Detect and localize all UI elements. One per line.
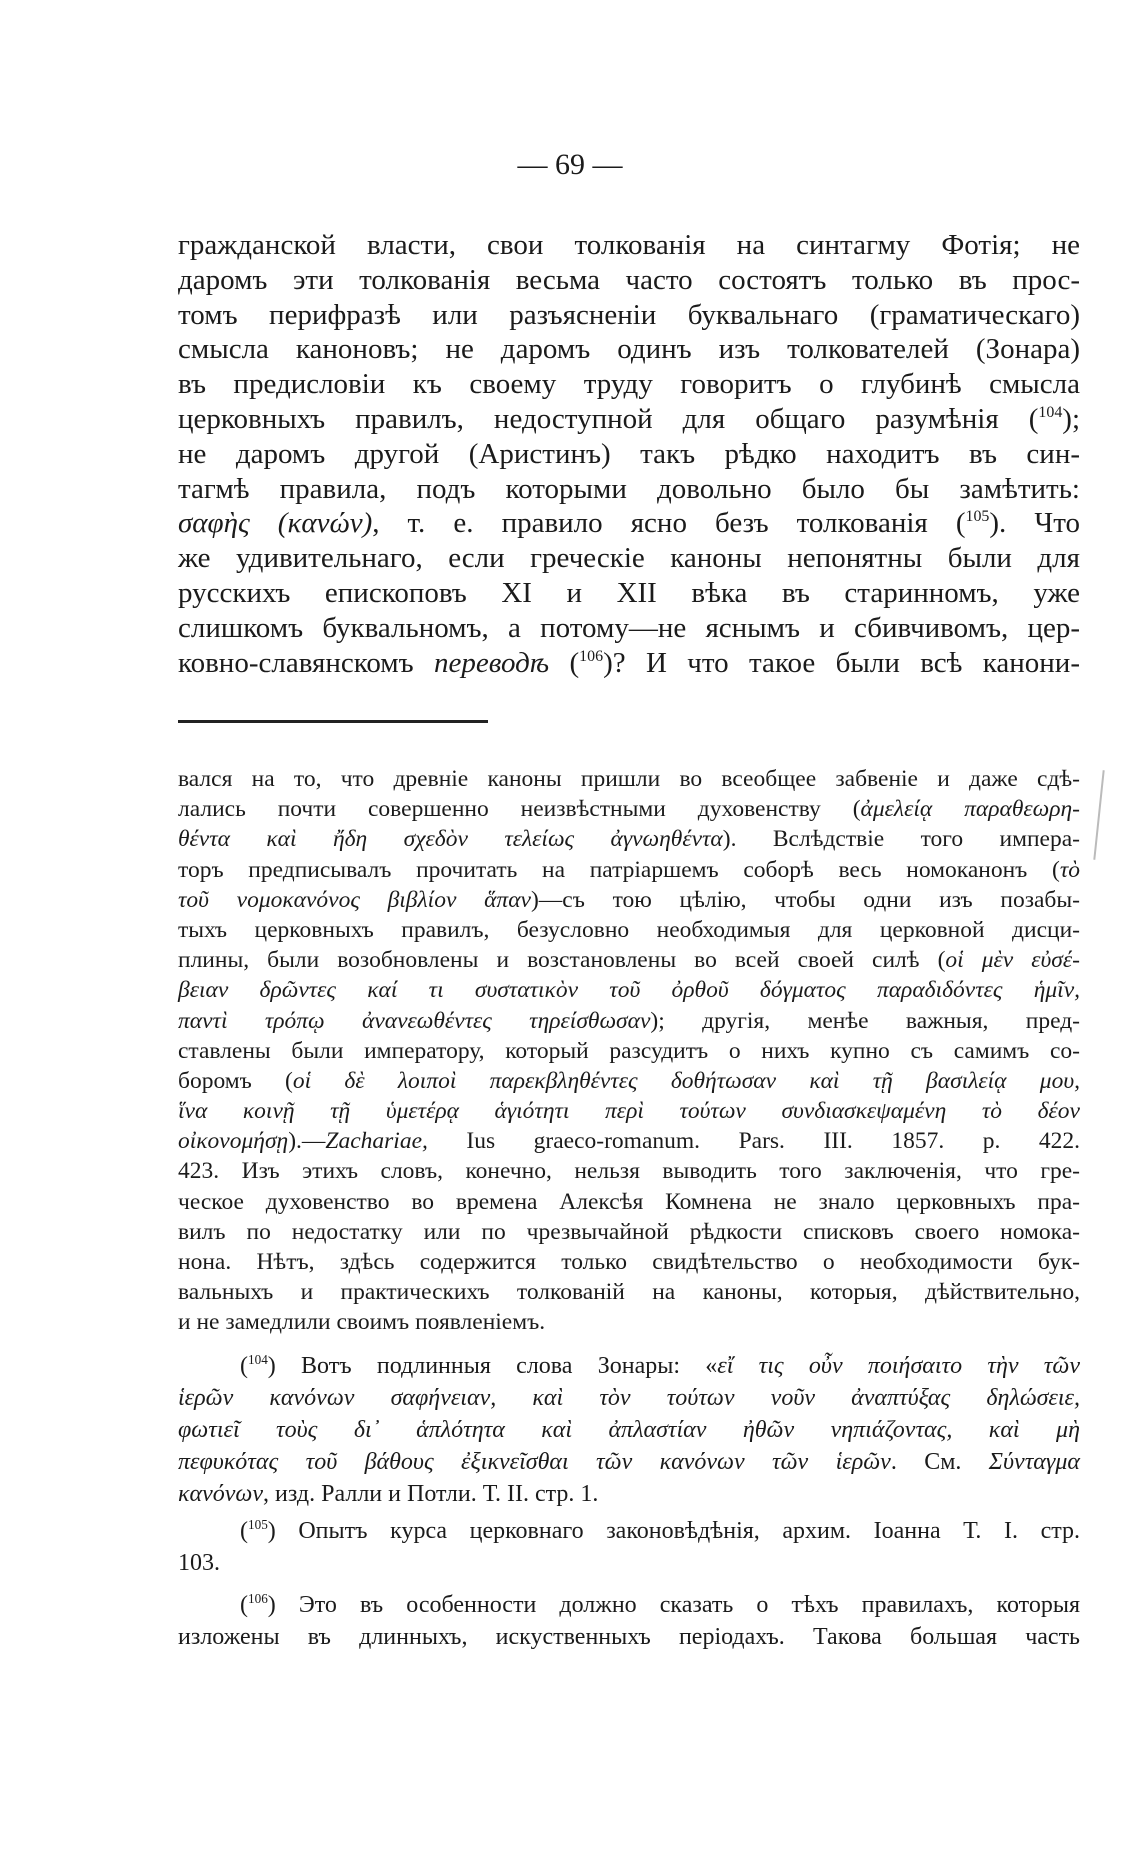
text-line bbox=[178, 855, 1080, 885]
text-span: тагмѣ правила, подъ которыми довольно было бы замѣтить: bbox=[178, 472, 1080, 505]
italic-text: κανόνων bbox=[178, 1481, 264, 1507]
text-span: въ предисловіи къ своему труду говоритъ о глубинѣ смысла bbox=[178, 368, 1080, 401]
text-span: изложены въ длинныхъ, искуственныхъ періодахъ. Такова большая часть bbox=[178, 1624, 1080, 1650]
text-span: ставлены были императору, который разсудитъ о нихъ купно съ самимъ со- bbox=[178, 1037, 1080, 1064]
italic-text: οἱ δὲ λοιποὶ παρεκβληθέντες δοθήτωσαν καὶ τῇ βασιλείᾳ μου, bbox=[292, 1067, 1080, 1094]
footnote-ref: 106 bbox=[248, 1590, 268, 1606]
page-number: — 69 — bbox=[517, 148, 623, 181]
text-line bbox=[178, 975, 1080, 1005]
text-span: церковныхъ правилъ, недоступной для общаго разумѣнія ( bbox=[178, 402, 1039, 435]
footnote-divider bbox=[178, 720, 488, 723]
text-span: слишкомъ буквальномъ, а потому—не яснымъ и сбивчивомъ, цер- bbox=[178, 611, 1080, 644]
footnote-104 bbox=[178, 1350, 1080, 1510]
text-span: боромъ ( bbox=[178, 1067, 293, 1094]
text-span: ( bbox=[240, 1353, 248, 1379]
text-span: ). Вслѣдствіе того импера- bbox=[722, 826, 1080, 853]
text-span: русскихъ епископовъ XI и XII вѣка въ старинномъ, уже bbox=[178, 576, 1080, 609]
text-line bbox=[178, 1126, 1080, 1156]
italic-text: σαφὴς (κανών) bbox=[178, 507, 373, 540]
italic-text: οἰκονομήσῃ bbox=[178, 1128, 289, 1155]
text-line bbox=[178, 1217, 1080, 1247]
text-line bbox=[178, 1036, 1080, 1066]
text-span: ); bbox=[1062, 402, 1080, 435]
text-line bbox=[178, 1096, 1080, 1126]
text-span: 423. Изъ этихъ словъ, конечно, нельзя выводить того заключенія, что гре- bbox=[178, 1158, 1080, 1185]
text-span: , изд. Ралли и Потли. Т. II. стр. 1. bbox=[263, 1481, 599, 1507]
text-line bbox=[178, 646, 1080, 681]
italic-text: τὸ bbox=[1059, 856, 1080, 883]
text-span: вилъ по недостатку или по чрезвычайной рѣдкости списковъ своего номока- bbox=[178, 1218, 1080, 1245]
text-span: лались почти совершенно неизвѣстными духовенству ( bbox=[178, 796, 861, 823]
text-line bbox=[178, 1307, 1080, 1337]
margin-pencil-mark bbox=[1093, 770, 1104, 860]
footnote-ref: 105 bbox=[965, 508, 990, 526]
text-line bbox=[178, 1277, 1080, 1307]
text-span: тыхъ церковныхъ правилъ, безусловно необходимыя для церковной дисци- bbox=[178, 916, 1080, 943]
text-line bbox=[178, 1066, 1080, 1096]
text-span: ( bbox=[549, 646, 580, 679]
text-line bbox=[178, 1446, 1080, 1478]
text-span: томъ перифразѣ или разъясненіи буквальнаго (граматическаго) bbox=[178, 298, 1080, 331]
text-line bbox=[178, 506, 1080, 541]
text-span: плины, были возобновлены и возстановлены во всей своей силѣ ( bbox=[178, 947, 946, 974]
italic-text: οἱ μὲν εὐσέ- bbox=[945, 947, 1080, 974]
text-line bbox=[178, 541, 1080, 576]
text-span: ческое духовенство во времена Алексѣя Комнена не знало церковныхъ пра- bbox=[178, 1188, 1080, 1215]
footnote-ref: 104 bbox=[248, 1351, 268, 1367]
text-line bbox=[178, 824, 1080, 854]
italic-text: Σύνταγμα bbox=[988, 1449, 1080, 1475]
text-line bbox=[178, 945, 1080, 975]
text-span: 103. bbox=[178, 1550, 220, 1576]
text-span: ковно-славянскомъ bbox=[178, 646, 435, 679]
footnote-ref: 106 bbox=[579, 647, 604, 665]
text-line bbox=[178, 263, 1080, 298]
text-line bbox=[178, 1350, 1080, 1382]
text-line bbox=[178, 472, 1080, 507]
italic-text: βειαν δρῶντες καί τι συστατικὸν τοῦ ὀρθοῦ δόγματος παραδιδόντες ἡμῖν, bbox=[178, 977, 1080, 1004]
italic-text: ἱερῶν κανόνων σαφήνειαν, καὶ τὸν τούτων νοῦν ἀναπτύξας δηλώσειε, bbox=[178, 1385, 1080, 1411]
text-span: гражданской власти, свои толкованія на синтагму Фотія; не bbox=[178, 229, 1080, 261]
text-span: ); другія, менѣе важныя, пред- bbox=[650, 1007, 1080, 1034]
text-span: ) Опытъ курса церковнаго законовѣдѣнія, архим. Іоанна Т. I. стр. bbox=[267, 1518, 1080, 1544]
text-line bbox=[178, 332, 1080, 367]
text-line bbox=[178, 298, 1080, 333]
italic-text: переводѣ bbox=[434, 646, 550, 679]
text-span: смысла каноновъ; не даромъ одинъ изъ толкователей (Зонара) bbox=[178, 333, 1080, 366]
text-line bbox=[178, 1547, 1080, 1579]
main-text bbox=[178, 228, 1080, 680]
text-line bbox=[178, 794, 1080, 824]
text-line bbox=[178, 1478, 1080, 1510]
footnote-ref: 105 bbox=[248, 1516, 268, 1532]
text-line bbox=[178, 1187, 1080, 1217]
footnote-continuation bbox=[178, 764, 1080, 1338]
italic-text: θέντα καὶ ἤδη σχεδὸν τελείως ἀγνωηθέντα bbox=[178, 826, 723, 853]
text-span: ( bbox=[240, 1518, 248, 1544]
text-span: вался на то, что древніе каноны пришли во всеобщее забвеніе и даже сдѣ- bbox=[178, 766, 1080, 792]
text-span: ).— bbox=[288, 1128, 326, 1155]
text-span: )? И что такое были всѣ канони- bbox=[603, 646, 1080, 679]
text-span: , т. е. правило ясно безъ толкованія ( bbox=[372, 507, 966, 540]
footnote-ref: 104 bbox=[1038, 403, 1063, 421]
text-span: Ius graeco-romanum. Pars. III. 1857. p. 422. bbox=[427, 1128, 1080, 1155]
text-span: и не замедлили своимъ появленіемъ. bbox=[178, 1309, 546, 1336]
text-span: ). Что bbox=[989, 507, 1081, 540]
text-line bbox=[178, 1382, 1080, 1414]
italic-text: Zachariae, bbox=[325, 1128, 428, 1155]
text-line bbox=[178, 437, 1080, 472]
footnote-106 bbox=[178, 1589, 1080, 1653]
text-line bbox=[178, 367, 1080, 402]
text-span: ) Вотъ подлинныя слова Зонары: « bbox=[267, 1353, 718, 1379]
text-line bbox=[178, 1247, 1080, 1277]
text-line bbox=[178, 228, 1080, 263]
italic-text: ἀμελείᾳ παραθεωρη- bbox=[860, 796, 1081, 823]
text-span: нона. Нѣтъ, здѣсь содержится только свидѣтельство о необходимости бук- bbox=[178, 1249, 1080, 1275]
text-line bbox=[178, 1515, 1080, 1547]
footnote-105 bbox=[178, 1515, 1080, 1579]
text-line bbox=[178, 764, 1080, 794]
text-span: . См. bbox=[890, 1449, 989, 1475]
text-line bbox=[178, 1006, 1080, 1036]
text-line bbox=[178, 1589, 1080, 1621]
text-span: вальныхъ и практическихъ толкованій на каноны, которыя, дѣйствительно, bbox=[178, 1279, 1080, 1306]
text-line bbox=[178, 1621, 1080, 1653]
text-line bbox=[178, 1414, 1080, 1446]
text-line bbox=[178, 885, 1080, 915]
text-span: ( bbox=[240, 1592, 248, 1618]
italic-text: πεφυκότας τοῦ βάθους ἐξικνεῖσθαι τῶν κανόνων τῶν ἱερῶν bbox=[178, 1449, 891, 1475]
text-span: ) Это въ особенности должно сказать о тѣхъ правилахъ, которыя bbox=[267, 1592, 1080, 1618]
italic-text: παντὶ τρόπῳ ἀνανεωθέντες τηρείσθωσαν bbox=[178, 1007, 651, 1034]
text-line bbox=[178, 576, 1080, 611]
italic-text: τοῦ νομοκανόνος βιβλίον ἅπαν bbox=[178, 886, 531, 913]
text-line bbox=[178, 1156, 1080, 1186]
text-line bbox=[178, 611, 1080, 646]
text-line bbox=[178, 402, 1080, 437]
text-span: )—съ тою цѣлію, чтобы одни изъ позабы- bbox=[530, 886, 1080, 913]
text-span: торъ предписывалъ прочитать на патріаршемъ соборѣ весь номоканонъ ( bbox=[178, 856, 1060, 883]
text-span: не даромъ другой (Аристинъ) такъ рѣдко находитъ въ син- bbox=[178, 437, 1080, 470]
italic-text: φωτιεῖ τοὺς δι᾽ ἁπλότητα καὶ ἀπλαστίαν ἠθῶν νηπιάζοντας, καὶ μὴ bbox=[178, 1417, 1080, 1443]
text-span: даромъ эти толкованія весьма часто состоятъ только въ прос- bbox=[178, 263, 1080, 296]
italic-text: ἵνα κοινῇ τῇ ὑμετέρᾳ ἁγιότητι περὶ τούτων συνδιασκεψαμένη τὸ δέον bbox=[178, 1098, 1080, 1125]
text-span: же удивительнаго, если греческіе каноны непонятны были для bbox=[178, 542, 1080, 575]
text-line bbox=[178, 915, 1080, 945]
italic-text: εἴ τις οὖν ποιήσαιτο τὴν τῶν bbox=[717, 1353, 1080, 1379]
